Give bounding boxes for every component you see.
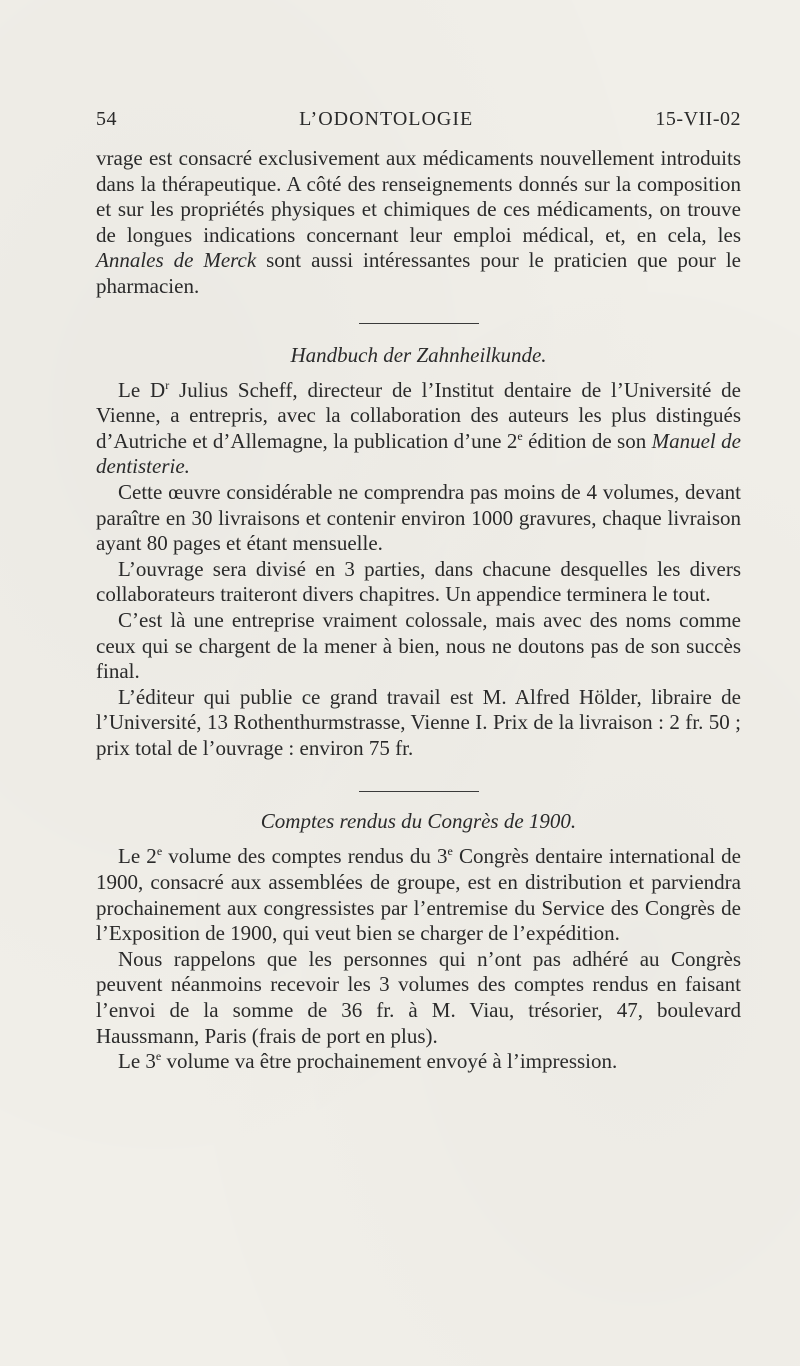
- issue-date: 15-VII-02: [655, 108, 741, 130]
- page-number: 54: [96, 108, 117, 130]
- intro-paragraph: vrage est consacré exclusivement aux médicaments nouvellement introduits dans la thérapeutique. A côté des renseignements donnés sur la composition et sur les propriétés physiques et chimiques de ces médicaments, on trouve de longues indications concernant leur emploi médical, et, en cela, les Annales de Merck sont aussi intéressantes pour le praticien que pour le pharmacien.: [96, 146, 741, 298]
- section-divider: [359, 323, 479, 324]
- section-title-handbuch: Handbuch der Zahnheilkunde.: [290, 342, 547, 367]
- handbuch-paragraph-5: L’éditeur qui publie ce grand travail est M. Alfred Hölder, libraire de l’Université, 13 Rothenthurmstrasse, Vienne I. Prix de la livraison : 2 fr. 50 ; prix total de l’ouvrage : environ 75 fr.: [96, 684, 741, 760]
- handbuch-paragraph-2: Cette œuvre considérable ne comprendra pas moins de 4 volumes, devant paraître en 30 livraisons et contenir environ 1000 gravures, chaque livraison ayant 80 pages et étant mensuelle.: [96, 479, 741, 556]
- handbuch-paragraph-4: C’est là une entreprise vraiment colossale, mais avec des noms comme ceux qui se chargent de la mener à bien, nous ne doutons pas de son succès final.: [96, 607, 741, 684]
- handbuch-paragraph-1: Le $D^r$ Julius Scheff, directeur de l’Institut dentaire de l’Université de Vienne, a entrepris, avec la collaboration des auteurs les plus distingués d’Autriche et d’Allemagne, la publication d’une 2e édition de son Manuel de dentisterie.: [96, 377, 741, 479]
- running-head: [96, 108, 741, 142]
- merck-annals-title: Annales de Merck: [96, 248, 257, 273]
- manuel-title: Manuel de dentisterie.: [96, 428, 741, 479]
- page: [96, 108, 741, 1075]
- congres-paragraph-2: Nous rappelons que les personnes qui n’ont pas adhéré au Congrès peuvent néanmoins recevoir les 3 volumes des comptes rendus en faisant l’envoi de la somme de 36 fr. à M. Viau, trésorier, 47, boulevard Haussmann, Paris (frais de port en plus).: [96, 946, 741, 1048]
- handbuch-paragraph-3: L’ouvrage sera divisé en 3 parties, dans chacune desquelles les divers collaborateurs traiteront divers chapitres. Un appendice terminera le tout.: [96, 556, 741, 607]
- congres-paragraph-1: Le 2e volume des comptes rendus du 3e Congrès dentaire international de 1900, consacré aux assemblées de groupe, est en distribution et parviendra prochainement aux congressistes par l’entremise du Service des Congrès de l’Exposition de 1900, qui veut bien se charger de l’expédition.: [96, 844, 741, 946]
- congres-paragraph-3: Le 3e volume va être prochainement envoyé à l’impression.: [118, 1049, 618, 1074]
- journal-title: L’ODONTOLOGIE: [299, 108, 474, 130]
- section-title-congres: Comptes rendus du Congrès de 1900.: [260, 809, 577, 834]
- section-divider: [359, 791, 479, 792]
